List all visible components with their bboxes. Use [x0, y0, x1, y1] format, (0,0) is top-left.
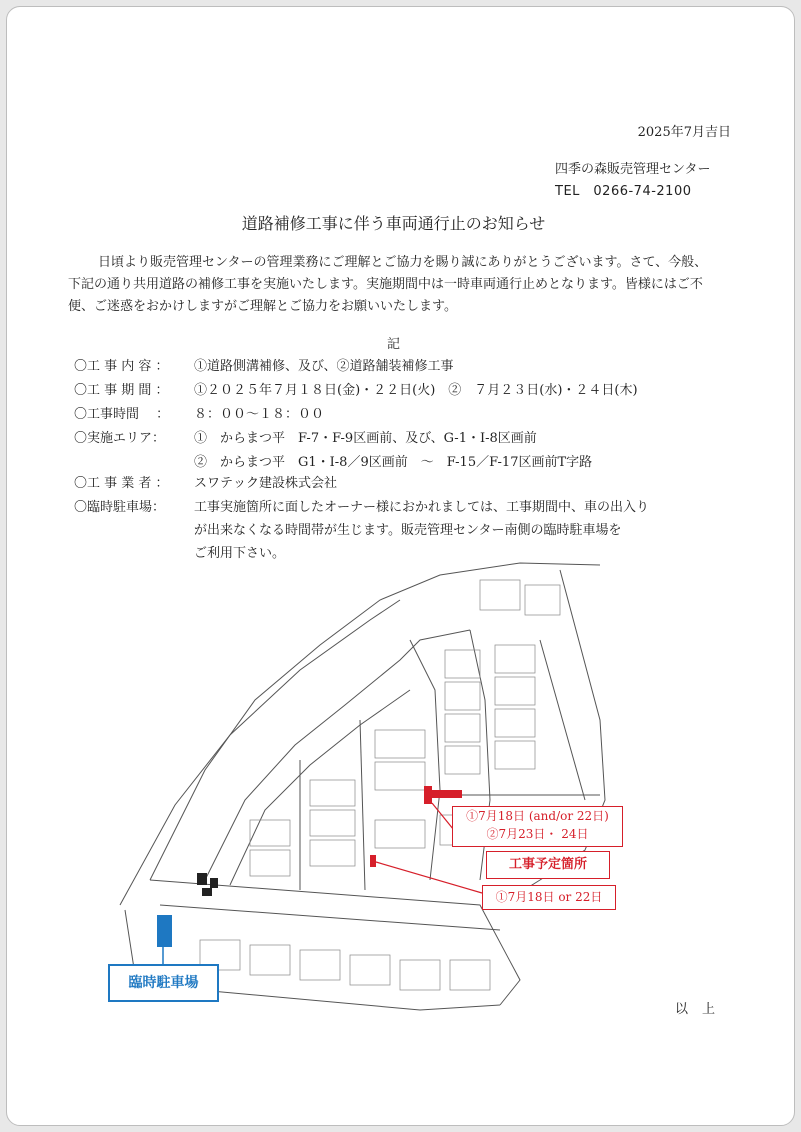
map-road-7	[360, 720, 365, 890]
detail-parking-label: 〇臨時駐車場：	[74, 500, 166, 515]
detail-time-label: 〇工事時間 ：	[74, 407, 170, 422]
work-site-marker-3	[370, 855, 376, 867]
detail-area-label: 〇実施エリア：	[74, 431, 166, 446]
work-site-marker-2	[430, 790, 462, 798]
telephone-number: TEL 0266-74-2100	[555, 184, 692, 199]
detail-content-label: 〇工 事 内 容 ：	[74, 359, 169, 374]
end-mark: 以上	[674, 1002, 729, 1017]
map-road-9	[160, 905, 500, 930]
detail-period-value: ①２０２５年７月１８日(金)・２２日(火) ② ７月２３日(水)・２４日(木)	[194, 383, 638, 398]
parking-label-box: 臨時駐車場	[108, 964, 219, 1002]
map-road-1	[205, 630, 470, 880]
organization-name: 四季の森販売管理センター	[555, 162, 711, 177]
detail-parking-line-2: が出来なくなる時間帯が生じます。販売管理センター南側の臨時駐車場を	[194, 523, 622, 538]
callout-work-site: 工事予定箇所	[486, 851, 610, 879]
detail-period-label: 〇工 事 期 間 ：	[74, 383, 169, 398]
notice-date: 2025年7月吉日	[637, 125, 731, 140]
callout-work-dates-1-line-1: ①7月18日 (and/or 22日)	[466, 809, 609, 823]
callout-work-dates-2: ①7月18日 or 22日	[482, 885, 616, 910]
detail-time-value: ８：００～１８：００	[194, 407, 325, 422]
detail-parking-line-1: 工事実施箇所に面したオーナー様におかれましては、工事期間中、車の出入り	[194, 500, 650, 515]
ki-heading: 記	[386, 337, 400, 352]
callout-work-dates-1-line-2: ②7月23日・ 24日	[486, 827, 589, 841]
callout-work-dates-1	[452, 806, 623, 847]
detail-area-value-2: ② からまつ平 G1・I-8／9区画前 ～ F-15／F-17区画前T字路	[194, 455, 593, 470]
map-road-8	[540, 640, 585, 800]
detail-contractor-label: 〇工 事 業 者 ：	[74, 476, 169, 491]
detail-area-value-1: ① からまつ平 F-7・F-9区画前、及び、G-1・I-8区画前	[194, 431, 537, 446]
map-boundary-west	[120, 600, 400, 905]
detail-content-value: ①道路側溝補修、及び、②道路舗装補修工事	[194, 359, 454, 374]
intro-paragraph: 日頃より販売管理センターの管理業務にご理解とご協力を賜り誠にありがとうございます。さて、今般、下記の通り共用道路の補修工事を実施いたします。実施期間中は一時車両通行止めとなります。皆様にはご不便、ご迷惑をおかけしますがご理解とご協力をお願いいたします。	[68, 255, 708, 314]
detail-parking-line-3: ご利用下さい。	[194, 546, 286, 561]
parking-area-marker	[157, 915, 172, 947]
detail-contractor-value: スワテック建設株式会社	[194, 476, 338, 491]
notice-title: 道路補修工事に伴う車両通行止のお知らせ	[241, 214, 546, 233]
